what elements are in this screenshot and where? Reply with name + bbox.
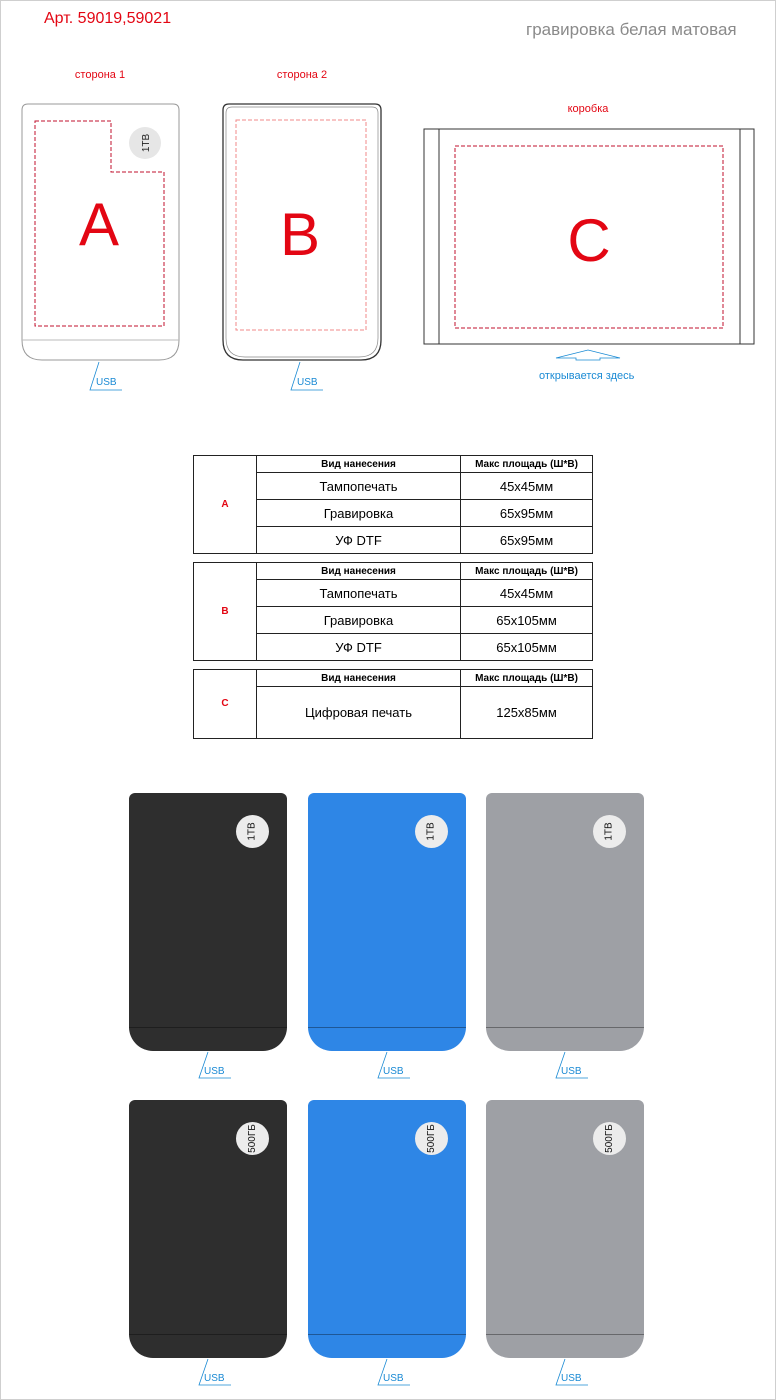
- capacity-badge-icon: 1TB: [236, 815, 269, 848]
- table-header-size: Макс площадь (Ш*В): [461, 670, 593, 687]
- capacity-badge-icon: 1TB: [593, 815, 626, 848]
- side1-label: сторона 1: [74, 69, 126, 81]
- table-header-size: Макс площадь (Ш*В): [461, 456, 593, 473]
- method-cell: УФ DTF: [257, 527, 461, 554]
- size-cell: 45x45мм: [461, 473, 593, 500]
- method-cell: Тампопечать: [257, 580, 461, 607]
- usb-label: USB: [204, 1066, 225, 1077]
- side2-label: сторона 2: [276, 69, 328, 81]
- size-cell: 125x85мм: [461, 687, 593, 739]
- size-cell: 65x95мм: [461, 500, 593, 527]
- table-header-method: Вид нанесения: [257, 670, 461, 687]
- usb-leaders: [0, 1040, 776, 1400]
- capacity-badge-icon: 1TB: [415, 815, 448, 848]
- method-cell: Гравировка: [257, 500, 461, 527]
- table-b: [193, 562, 593, 661]
- table-b-letter: B: [194, 563, 257, 661]
- table-header-size: Макс площадь (Ш*В): [461, 563, 593, 580]
- table-a-letter: A: [194, 456, 257, 554]
- size-cell: 65x95мм: [461, 527, 593, 554]
- method-cell: Тампопечать: [257, 473, 461, 500]
- usb-label: USB: [383, 1373, 404, 1384]
- table-header-method: Вид нанесения: [257, 456, 461, 473]
- capacity-badge-text: 1TB: [141, 133, 152, 153]
- usb-label: USB: [297, 377, 318, 388]
- capacity-badge-icon: 500ГБ: [415, 1122, 448, 1155]
- box-label: коробка: [567, 103, 609, 115]
- table-c-letter: C: [194, 670, 257, 739]
- usb-label: USB: [383, 1066, 404, 1077]
- usb-label: USB: [96, 377, 117, 388]
- usb-label: USB: [561, 1066, 582, 1077]
- zone-b-letter: B: [279, 201, 321, 268]
- device-gray-1tb: [486, 793, 644, 1051]
- table-header-method: Вид нанесения: [257, 563, 461, 580]
- zone-c-letter: C: [567, 207, 611, 274]
- device-black-1tb: [129, 793, 287, 1051]
- method-cell: Цифровая печать: [257, 687, 461, 739]
- size-cell: 45x45мм: [461, 580, 593, 607]
- usb-label: USB: [204, 1373, 225, 1384]
- article-number: Арт. 59019,59021: [44, 10, 172, 27]
- device-blue-1tb: [308, 793, 466, 1051]
- table-a: [193, 455, 593, 554]
- engraving-note: гравировка белая матовая: [526, 20, 737, 39]
- size-cell: 65x105мм: [461, 607, 593, 634]
- table-c: [193, 669, 593, 739]
- method-cell: Гравировка: [257, 607, 461, 634]
- open-arrow-icon: [556, 350, 620, 360]
- open-here-label: открывается здесь: [539, 370, 635, 382]
- method-cell: УФ DTF: [257, 634, 461, 661]
- zone-a-letter: A: [78, 191, 120, 258]
- capacity-badge-icon: 500ГБ: [236, 1122, 269, 1155]
- capacity-badge-icon: 500ГБ: [593, 1122, 626, 1155]
- usb-label: USB: [561, 1373, 582, 1384]
- size-cell: 65x105мм: [461, 634, 593, 661]
